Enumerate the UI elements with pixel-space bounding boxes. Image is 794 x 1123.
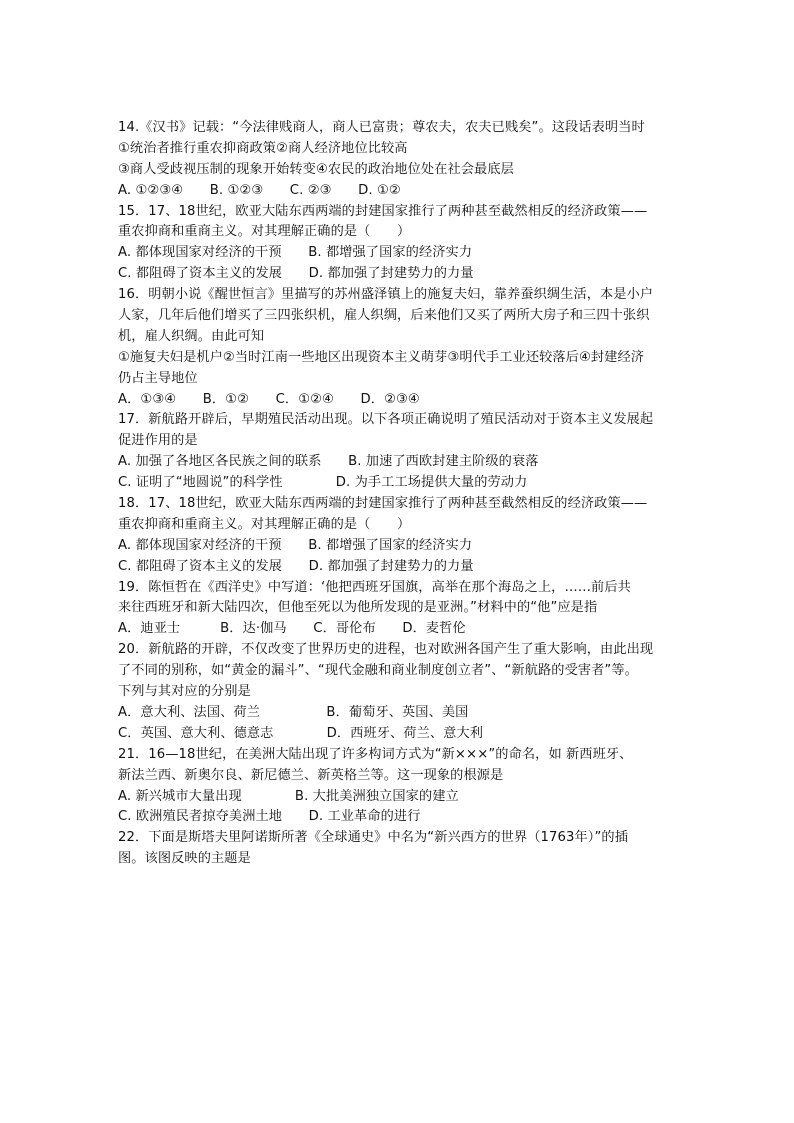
question-17	[118, 410, 684, 494]
question-15	[118, 202, 684, 286]
question-line: 机，雇人织绸。由此可知	[118, 328, 265, 344]
question-line: ①施复夫妇是机户②当时江南一些地区出现资本主义萌芽③明代手工业还较落后④封建经济	[118, 349, 645, 365]
question-line: 16．明朝小说《醒世恒言》里描写的苏州盛泽镇上的施复夫妇，靠养蚕织绸生活，本是小户	[118, 287, 654, 303]
question-line: A. 加强了各地区各民族之间的联系 B. 加速了西欧封建主阶级的衰落	[118, 454, 539, 470]
question-line: ①统治者推行重农抑商政策②商人经济地位比较高	[118, 140, 408, 156]
question-line: C. 欧洲殖民者掠夺美洲土地 D. 工业革命的进行	[118, 809, 421, 825]
question-line: 人家，几年后他们增买了三四张织机，雇人织绸，后来他们又买了两所大房子和三四十张织	[118, 308, 650, 324]
question-14	[118, 118, 684, 202]
question-line: 下列与其对应的分别是	[118, 684, 251, 700]
question-line: 14.《汉书》记载：“今法律贱商人，商人已富贵；尊农夫，农夫已贱矣”。这段话表明当时	[118, 120, 645, 135]
question-line: 图。该图反映的主题是	[118, 851, 251, 867]
question-line: ③商人受歧视压制的现象开始转变④农民的政治地位处在社会最底层	[118, 161, 514, 177]
question-line: 了不同的别称，如“黄金的漏斗”、“现代金融和商业制度创立者”、“新航路的受害者”等。	[118, 663, 638, 679]
question-line: 新法兰西、新奥尔良、新尼德兰、新英格兰等。这一现象的根源是	[118, 767, 504, 783]
question-20	[118, 640, 684, 744]
question-list	[118, 118, 684, 870]
question-line: 来往西班牙和新大陆四次，但他至死以为他所发现的是亚洲。”材料中的“他”应是指	[118, 600, 598, 616]
question-line: 18．17、18世纪，欧亚大陆东西两端的封建国家推行了两种甚至截然相反的经济政策——	[118, 496, 648, 512]
question-line: A. ①②③④ B. ①②③ C. ②③ D. ①②	[118, 182, 401, 198]
question-line: A．意大利、法国、荷兰 B．葡萄牙、英国、美国	[118, 704, 469, 720]
question-line: 15．17、18世纪，欧亚大陆东西两端的封建国家推行了两种甚至截然相反的经济政策——	[118, 203, 648, 219]
question-line: A．迪亚士 B．达·伽马 C．哥伦布 D．麦哲伦	[118, 621, 466, 637]
question-line: 促进作用的是	[118, 433, 198, 449]
question-line: 重农抑商和重商主义。对其理解正确的是（ ）	[118, 224, 411, 240]
question-line: A. 都体现国家对经济的干预 B. 都增强了国家的经济实力	[118, 537, 473, 553]
question-line: A. 都体现国家对经济的干预 B. 都增强了国家的经济实力	[118, 245, 473, 261]
question-line: C．英国、意大利、德意志 D．西班牙、荷兰、意大利	[118, 725, 484, 741]
question-line: A. 新兴城市大量出现 B. 大批美洲独立国家的建立	[118, 788, 459, 804]
question-21	[118, 745, 684, 829]
question-line: 重农抑商和重商主义。对其理解正确的是（ ）	[118, 516, 411, 532]
question-22	[118, 828, 684, 870]
question-line: 仍占主导地位	[118, 370, 198, 386]
question-line: 21．16—18世纪，在美洲大陆出现了许多构词方式为“新×××”的命名，如 新西班牙、	[118, 746, 633, 762]
question-line: 20．新航路的开辟，不仅改变了世界历史的进程，也对欧洲各国产生了重大影响，由此出现	[118, 642, 654, 658]
question-18	[118, 494, 684, 578]
question-line: A．①③④ B．①② C．①②④ D．②③④	[118, 391, 420, 407]
question-16	[118, 285, 684, 410]
question-line: 19．陈恒哲在《西洋史》中写道：‘他把西班牙国旗，高举在那个海岛之上，……前后共	[118, 579, 631, 595]
question-line: 22．下面是斯塔夫里阿诺斯所著《全球通史》中名为“新兴西方的世界（1763年）”的插	[118, 830, 628, 846]
question-line: 17．新航路开辟后，早期殖民活动出现。以下各项正确说明了殖民活动对于资本主义发展起	[118, 412, 654, 428]
question-19	[118, 578, 684, 641]
question-line: C. 都阻碍了资本主义的发展 D. 都加强了封建势力的力量	[118, 558, 474, 574]
question-line: C. 证明了“地圆说”的科学性 D. 为手工工场提供大量的劳动力	[118, 475, 528, 491]
question-line: C. 都阻碍了资本主义的发展 D. 都加强了封建势力的力量	[118, 266, 474, 282]
